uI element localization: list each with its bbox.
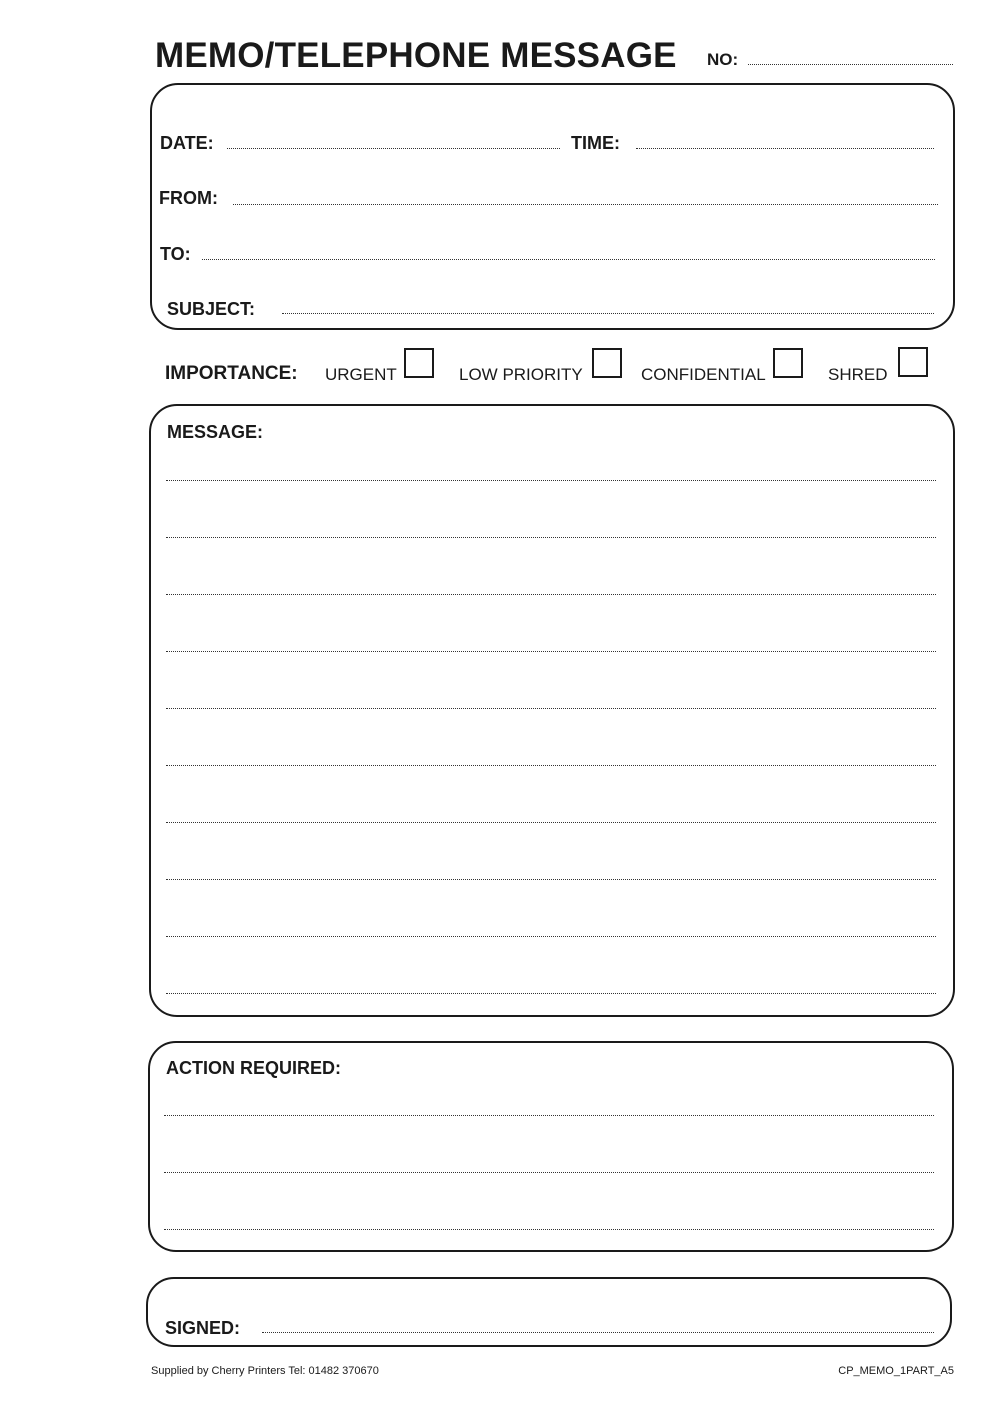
details-box bbox=[150, 83, 955, 330]
supplier-credit: Supplied by Cherry Printers Tel: 01482 370670 bbox=[151, 1365, 379, 1377]
action-line[interactable] bbox=[164, 1229, 934, 1230]
to-label: TO: bbox=[160, 244, 191, 264]
subject-label: SUBJECT: bbox=[167, 299, 256, 319]
date-label: DATE: bbox=[160, 133, 214, 153]
signed-label: SIGNED: bbox=[165, 1318, 241, 1338]
urgent-option-label: URGENT bbox=[325, 365, 397, 384]
message-line[interactable] bbox=[166, 480, 936, 481]
message-line[interactable] bbox=[166, 594, 936, 595]
message-box bbox=[149, 404, 955, 1017]
number-label: NO: bbox=[707, 50, 739, 69]
action-line[interactable] bbox=[164, 1115, 934, 1116]
importance-label: IMPORTANCE: bbox=[165, 363, 298, 384]
shred-checkbox[interactable] bbox=[898, 347, 928, 377]
message-line[interactable] bbox=[166, 993, 936, 994]
date-field[interactable] bbox=[227, 148, 560, 149]
from-field[interactable] bbox=[233, 204, 938, 205]
confidential-checkbox[interactable] bbox=[773, 348, 803, 378]
message-line[interactable] bbox=[166, 822, 936, 823]
from-label: FROM: bbox=[159, 188, 218, 208]
message-line[interactable] bbox=[166, 537, 936, 538]
confidential-option-label: CONFIDENTIAL bbox=[641, 365, 766, 384]
form-title: MEMO/TELEPHONE MESSAGE bbox=[155, 36, 677, 75]
message-line[interactable] bbox=[166, 765, 936, 766]
message-label: MESSAGE: bbox=[167, 422, 264, 442]
low-priority-checkbox[interactable] bbox=[592, 348, 622, 378]
to-field[interactable] bbox=[202, 259, 935, 260]
form-code: CP_MEMO_1PART_A5 bbox=[838, 1365, 954, 1377]
subject-field[interactable] bbox=[282, 313, 934, 314]
signature-field[interactable] bbox=[262, 1332, 934, 1333]
message-line[interactable] bbox=[166, 879, 936, 880]
action-line[interactable] bbox=[164, 1172, 934, 1173]
number-field[interactable] bbox=[748, 64, 953, 65]
message-line[interactable] bbox=[166, 708, 936, 709]
shred-option-label: SHRED bbox=[828, 365, 888, 384]
action-required-label: ACTION REQUIRED: bbox=[166, 1058, 341, 1078]
message-line[interactable] bbox=[166, 651, 936, 652]
message-line[interactable] bbox=[166, 936, 936, 937]
time-label: TIME: bbox=[571, 133, 620, 153]
urgent-checkbox[interactable] bbox=[404, 348, 434, 378]
low-priority-option-label: LOW PRIORITY bbox=[459, 365, 583, 384]
signature-box bbox=[146, 1277, 952, 1347]
time-field[interactable] bbox=[636, 148, 934, 149]
